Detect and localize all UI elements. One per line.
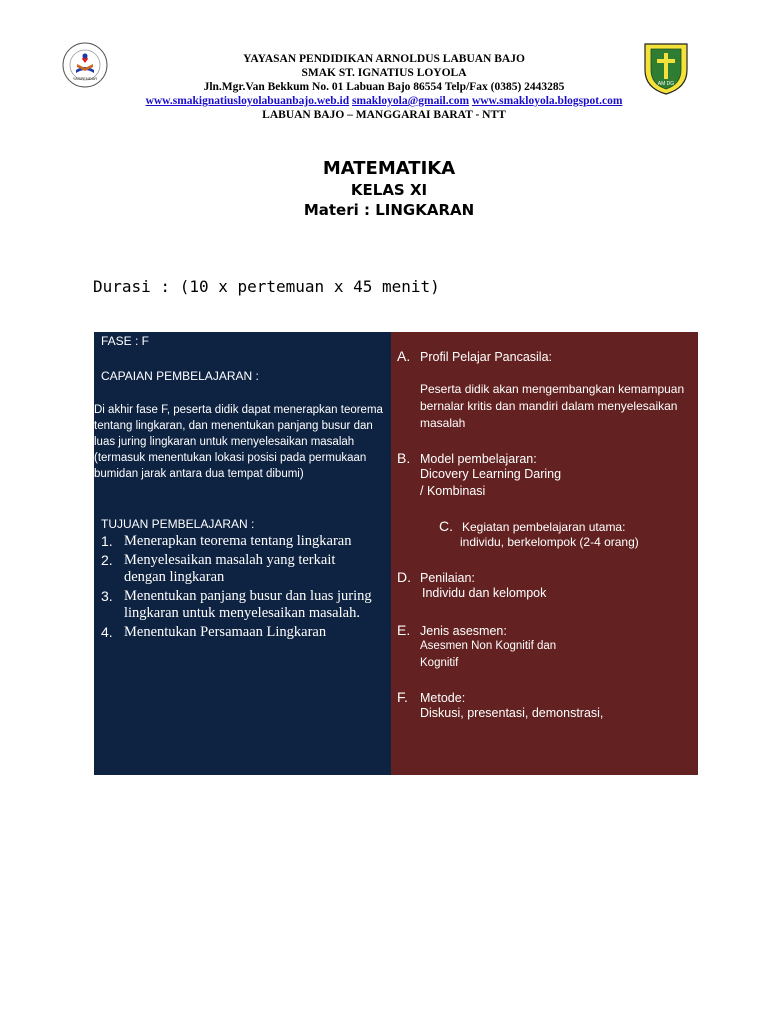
- tujuan-list: [101, 533, 377, 642]
- list-number: 3.: [101, 587, 113, 604]
- item-body: individu, berkelompok (2-4 orang): [460, 535, 639, 549]
- website-link[interactable]: www.smakignatiusloyolabuanbajo.web.id: [145, 95, 350, 107]
- logo-left-text: YASPENDAR: [72, 76, 98, 81]
- item-letter: B.: [397, 450, 411, 466]
- detail-item-kegiatan: [439, 520, 692, 551]
- detail-item-profil: [397, 350, 692, 432]
- item-letter: E.: [397, 622, 411, 638]
- item-letter: A.: [397, 348, 411, 364]
- list-text: Menentukan Persamaan Lingkaran: [124, 623, 327, 640]
- capaian-heading: CAPAIAN PEMBELAJARAN :: [101, 369, 259, 383]
- school-name: SMAK ST. IGNATIUS LOYOLA: [301, 67, 467, 79]
- list-text: Menentukan panjang busur dan luas juring lingkaran untuk menyelesaikan masalah.: [124, 587, 372, 621]
- item-letter: D.: [397, 569, 411, 585]
- item-heading: Penilaian:: [420, 571, 475, 585]
- foundation-name: YAYASAN PENDIDIKAN ARNOLDUS LABUAN BAJO: [243, 53, 525, 65]
- logo-right-text: AM DG: [657, 81, 675, 87]
- email-link[interactable]: smakloyola@gmail.com: [351, 95, 470, 107]
- contact-links: [0, 94, 768, 108]
- detail-item-model: [397, 452, 692, 500]
- list-number: 1.: [101, 533, 113, 549]
- item-body: Asesmen Non Kognitif dan: [420, 640, 557, 652]
- tujuan-heading: TUJUAN PEMBELAJARAN :: [101, 517, 255, 531]
- list-item: [101, 533, 377, 551]
- detail-item-asesmen: [397, 624, 692, 672]
- list-item: [101, 588, 377, 623]
- class-title: KELAS XI: [350, 181, 428, 199]
- detail-item-penilaian: [397, 571, 692, 602]
- subject-title: MATEMATIKA: [322, 158, 456, 179]
- school-address: Jln.Mgr.Van Bekkum No. 01 Labuan Bajo 86554 Telp/Fax (0385) 2443285: [203, 81, 565, 93]
- learning-outcomes-panel: [94, 332, 391, 775]
- item-heading: Model pembelajaran:: [420, 452, 537, 466]
- item-body: / Kombinasi: [420, 484, 486, 498]
- material-title: Materi : LINGKARAN: [303, 201, 475, 219]
- list-number: 4.: [101, 623, 113, 640]
- item-heading: Metode:: [420, 691, 466, 705]
- item-heading: Jenis asesmen:: [420, 624, 507, 638]
- capaian-text: Di akhir fase F, peserta didik dapat menerapkan teorema tentang lingkaran, dan menentukan panjang busur dan luas juring lingkaran untuk menyelesaikan masalah (termasuk menentukan lokasi posisi pada permukaan bumidan jarak antara dua tempat dibumi): [94, 404, 383, 480]
- fase-label: FASE : F: [101, 334, 150, 348]
- blog-link[interactable]: www.smakloyola.blogspot.com: [471, 95, 623, 107]
- list-text: Menyelesaikan masalah yang terkait dengan lingkaran: [124, 551, 336, 585]
- item-body: Kognitif: [420, 657, 459, 669]
- list-number: 2.: [101, 551, 113, 568]
- item-heading: Profil Pelajar Pancasila:: [420, 350, 553, 364]
- item-heading: Kegiatan pembelajaran utama:: [462, 520, 626, 534]
- detail-item-metode: [397, 691, 692, 722]
- item-letter: C.: [439, 518, 453, 534]
- item-body: Individu dan kelompok: [422, 586, 547, 600]
- item-body: Dicovery Learning Daring: [420, 467, 562, 481]
- title-block: [0, 158, 768, 220]
- duration-text: Durasi : (10 x pertemuan x 45 menit): [93, 277, 440, 296]
- list-item: [101, 624, 377, 642]
- item-body: Peserta didik akan mengembangkan kemampuan bernalar kritis dan mandiri dalam menyelesaikan masalah: [420, 382, 685, 430]
- school-location: LABUAN BAJO – MANGGARAI BARAT - NTT: [262, 109, 506, 121]
- letterhead: [0, 52, 768, 122]
- item-letter: F.: [397, 689, 408, 705]
- list-item: [101, 552, 377, 587]
- item-body: Diskusi, presentasi, demonstrasi,: [420, 706, 604, 720]
- learning-details-panel: [391, 332, 698, 775]
- list-text: Menerapkan teorema tentang lingkaran: [124, 533, 352, 549]
